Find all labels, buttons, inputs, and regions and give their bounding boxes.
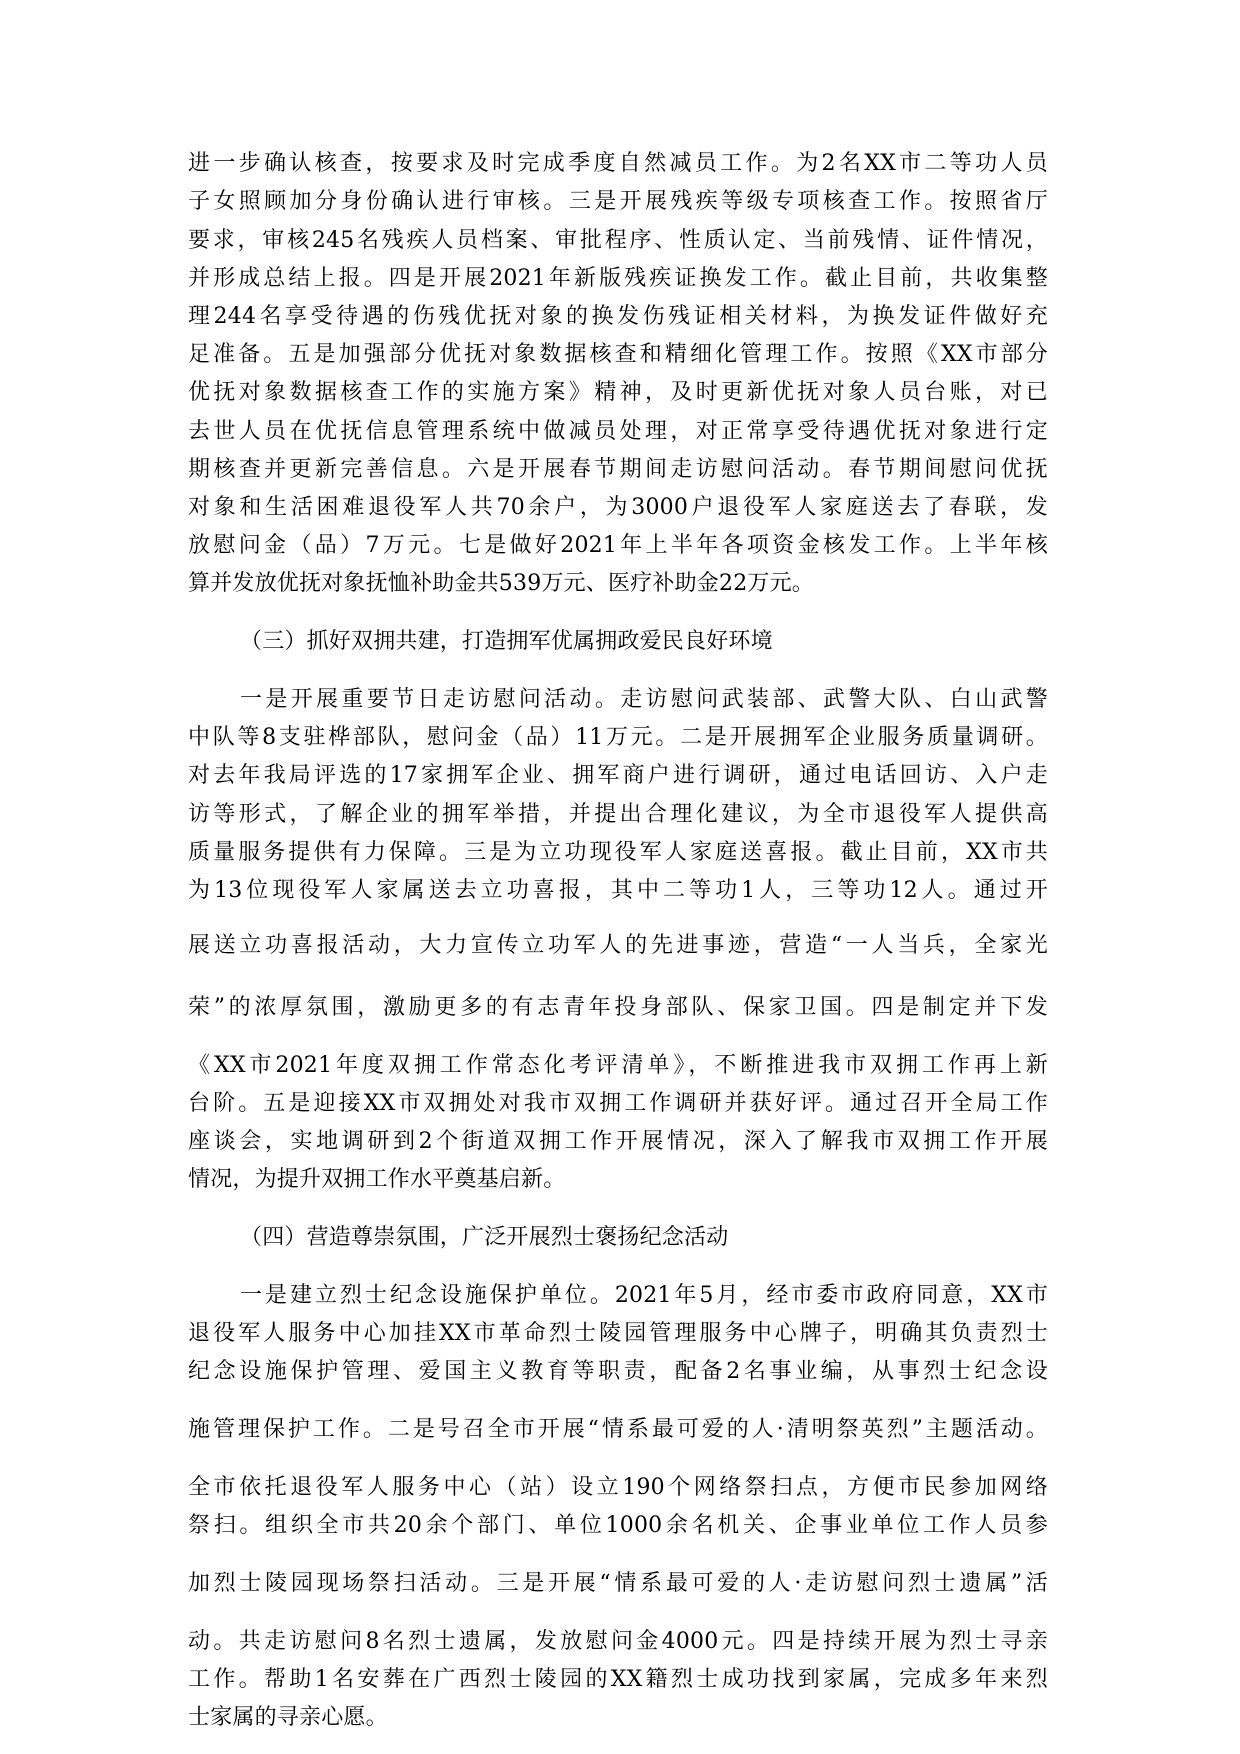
paragraph-line: 座谈会，实地调研到2个街道双拥工作开展情况，深入了解我市双拥工作开展	[188, 1129, 1048, 1154]
paragraph-line: 放慰问金（品）7万元。七是做好2021年上半年各项资金核发工作。上半年核	[188, 533, 1048, 558]
paragraph-line: 足准备。五是加强部分优抚对象数据核查和精细化管理工作。按照《XX市部分	[188, 342, 1048, 367]
paragraph-line: 展送立功喜报活动，大力宣传立功军人的先进事迹，营造“一人当兵，全家光	[188, 933, 1048, 958]
paragraph-line: 算并发放优抚对象抚恤补助金共539万元、医疗补助金22万元。	[188, 571, 814, 596]
paragraph-line: 去世人员在优抚信息管理系统中做减员处理，对正常享受待遇优抚对象进行定	[188, 419, 1048, 444]
paragraph-line: 理244名享受待遇的伤残优抚对象的换发伤残证相关材料，为换发证件做好充	[188, 304, 1048, 329]
paragraph-line: 质量服务提供有力保障。三是为立功现役军人家庭送喜报。截止目前，XX市共	[188, 840, 1048, 865]
paragraph-line: 一是开展重要节日走访慰问活动。走访慰问武装部、武警大队、白山武警	[240, 687, 1048, 712]
paragraph-line: 子女照顾加分身份确认进行审核。三是开展残疾等级专项核查工作。按照省厅	[188, 189, 1048, 214]
paragraph-line: 并形成总结上报。四是开展2021年新版残疾证换发工作。截止目前，共收集整	[188, 266, 1048, 291]
paragraph-line: 访等形式，了解企业的拥军举措，并提出合理化建议，为全市退役军人提供高	[188, 802, 1048, 827]
paragraph-line: 退役军人服务中心加挂XX市革命烈士陵园管理服务中心牌子，明确其负责烈士	[188, 1321, 1048, 1346]
paragraph-line: 为13位现役军人家属送去立功喜报，其中二等功1人，三等功12人。通过开	[188, 878, 1048, 903]
paragraph-line: 全市依托退役军人服务中心（站）设立190个网络祭扫点，方便市民参加网络	[188, 1475, 1048, 1500]
paragraph-line: 期核查并更新完善信息。六是开展春节期间走访慰问活动。春节期间慰问优抚	[188, 457, 1048, 482]
paragraph-line: 荣”的浓厚氛围，激励更多的有志青年投身部队、保家卫国。四是制定并下发	[188, 995, 1048, 1020]
paragraph-line: 进一步确认核查，按要求及时完成季度自然减员工作。为2名XX市二等功人员	[188, 151, 1048, 176]
paragraph-line: 祭扫。组织全市共20余个部门、单位1000余名机关、企事业单位工作人员参	[188, 1513, 1048, 1538]
paragraph-line: 施管理保护工作。二是号召全市开展“情系最可爱的人·清明祭英烈”主题活动。	[188, 1417, 1048, 1442]
section-heading-4: （四）营造尊崇氛围，广泛开展烈士褒扬纪念活动	[240, 1225, 729, 1250]
paragraph-line: 动。共走访慰问8名烈士遗属，发放慰问金4000元。四是持续开展为烈士寻亲	[188, 1629, 1048, 1654]
paragraph-line: 纪念设施保护管理、爱国主义教育等职责，配备2名事业编，从事烈士纪念设	[188, 1359, 1048, 1384]
paragraph-line: 工作。帮助1名安葬在广西烈士陵园的XX籍烈士成功找到家属，完成多年来烈	[188, 1667, 1048, 1692]
section-heading-3: （三）抓好双拥共建，打造拥军优属拥政爱民良好环境	[240, 629, 773, 654]
paragraph-line: 加烈士陵园现场祭扫活动。三是开展“情系最可爱的人·走访慰问烈士遗属”活	[188, 1571, 1048, 1596]
paragraph-line: 台阶。五是迎接XX市双拥处对我市双拥工作调研并获好评。通过召开全局工作	[188, 1091, 1048, 1116]
paragraph-line: 一是建立烈士纪念设施保护单位。2021年5月，经市委市政府同意，XX市	[240, 1283, 1048, 1308]
paragraph-line: 士家属的寻亲心愿。	[188, 1705, 388, 1730]
paragraph-line: 《XX市2021年度双拥工作常态化考评清单》，不断推进我市双拥工作再上新	[188, 1053, 1048, 1078]
paragraph-line: 中队等8支驻桦部队，慰问金（品）11万元。二是开展拥军企业服务质量调研。	[188, 725, 1048, 750]
paragraph-line: 要求，审核245名残疾人员档案、审批程序、性质认定、当前残情、证件情况，	[188, 228, 1048, 253]
paragraph-line: 优抚对象数据核查工作的实施方案》精神，及时更新优抚对象人员台账，对已	[188, 380, 1048, 405]
paragraph-line: 对去年我局评选的17家拥军企业、拥军商户进行调研，通过电话回访、入户走	[188, 763, 1048, 788]
paragraph-line: 对象和生活困难退役军人共70余户，为3000户退役军人家庭送去了春联，发	[188, 495, 1048, 520]
paragraph-line: 情况，为提升双拥工作水平奠基启新。	[188, 1167, 566, 1192]
